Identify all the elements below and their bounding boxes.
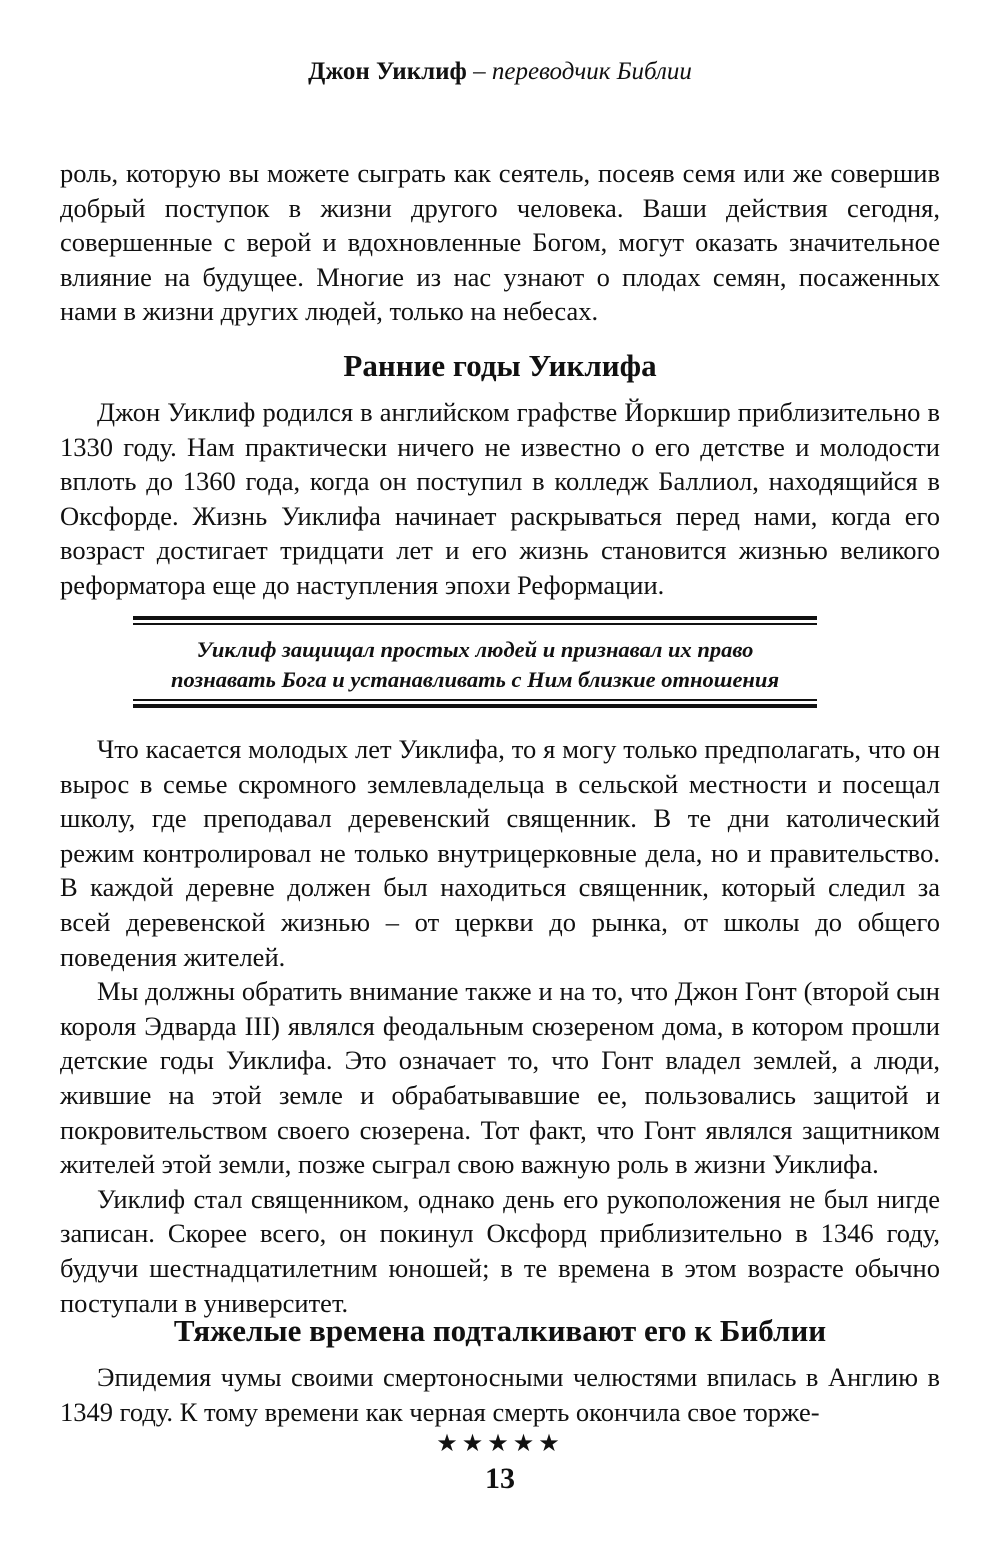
section-heading-hard-times: Тяжелые времена подталкивают его к Библии (173, 1313, 827, 1348)
header-subtitle: переводчик Библии (491, 58, 692, 85)
intro-paragraph: роль, которую вы можете сыграть как сеятель, посеяв семя или же совершив добрый поступок в жизни другого человека. Ваши действия сегодня, совершенные с верой и вдохновленные Богом, могут оказать значительное влияние на будущее. Многие из нас узнают о плодах семян, посаженных нами в жизни других людей, только на небесах. (60, 158, 940, 327)
section1-text-block-2 (60, 732, 940, 1320)
pullquote-bottom-rule (133, 699, 817, 708)
running-header (0, 57, 1000, 87)
section1-text-block-1 (60, 395, 940, 603)
pullquote-top-rule (133, 616, 817, 625)
section1-paragraph-2: Что касается молодых лет Уиклифа, то я могу только предполагать, что он вырос в семье скромного землевладельца в сельской местности и посещал школу, где преподавал деревенский священник. В те дни католический режим контролировал не только внутрицерковные дела, но и правительство. В каждой деревне должен был находиться священник, который следил за всей деревенской жизнью – от церкви до рынка, от школы до общего поведения жителей. (60, 734, 940, 972)
section1-paragraph-1: Джон Уиклиф родился в английском графстве Йоркшир приблизительно в 1330 году. Нам практически ничего не известно о его детстве и молодости вплоть до 1360 года, когда он поступил в колледж Баллиол, находящийся в Оксфорде. Жизнь Уиклифа начинает раскрываться перед нами, когда его возраст достигает тридцати лет и его жизнь становится жизнью великого реформатора еще до наступления эпохи Реформации. (60, 397, 940, 600)
page-number: 13 (485, 1462, 515, 1495)
pullquote-text (133, 635, 817, 695)
star-ornament: ★★★★★ (436, 1431, 564, 1457)
section-heading-early-years: Ранние годы Уиклифа (343, 348, 657, 383)
header-author: Джон Уиклиф (308, 58, 467, 85)
pullquote-line-2: познавать Бога и устанавливать с Ним близкие отношения (170, 667, 780, 692)
section1-paragraph-4: Уиклиф стал священником, однако день его рукоположения не был нигде записан. Скорее всего, он покинул Оксфорд приблизительно в 1346 году, будучи шестнадцатилетним юношей; в те времена в этом возрасте обычно поступали в университет. (60, 1183, 940, 1318)
section2-paragraph-1: Эпидемия чумы своими смертоносными челюстями впилась в Англию в 1349 году. К тому времени как черная смерть окончила свое торже- (60, 1362, 940, 1427)
pullquote-line-1: Уиклиф защищал простых людей и признавал их право (196, 637, 754, 662)
intro-text-block (60, 156, 940, 329)
section1-paragraph-3: Мы должны обратить внимание также и на то, что Джон Гонт (второй сын короля Эдварда III) являлся феодальным сюзереном дома, в котором прошли детские годы Уиклифа. Это означает то, что Гонт владел землей, а люди, жившие на этой земле и обрабатывавшие ее, пользовались защитой и покровительством своего сюзерена. Тот факт, что Гонт являлся защитником жителей этой земли, позже сыграл свою важную роль в жизни Уиклифа. (60, 976, 940, 1180)
pullquote (133, 616, 817, 714)
section2-text-block (60, 1360, 940, 1429)
header-separator: – (466, 58, 492, 85)
